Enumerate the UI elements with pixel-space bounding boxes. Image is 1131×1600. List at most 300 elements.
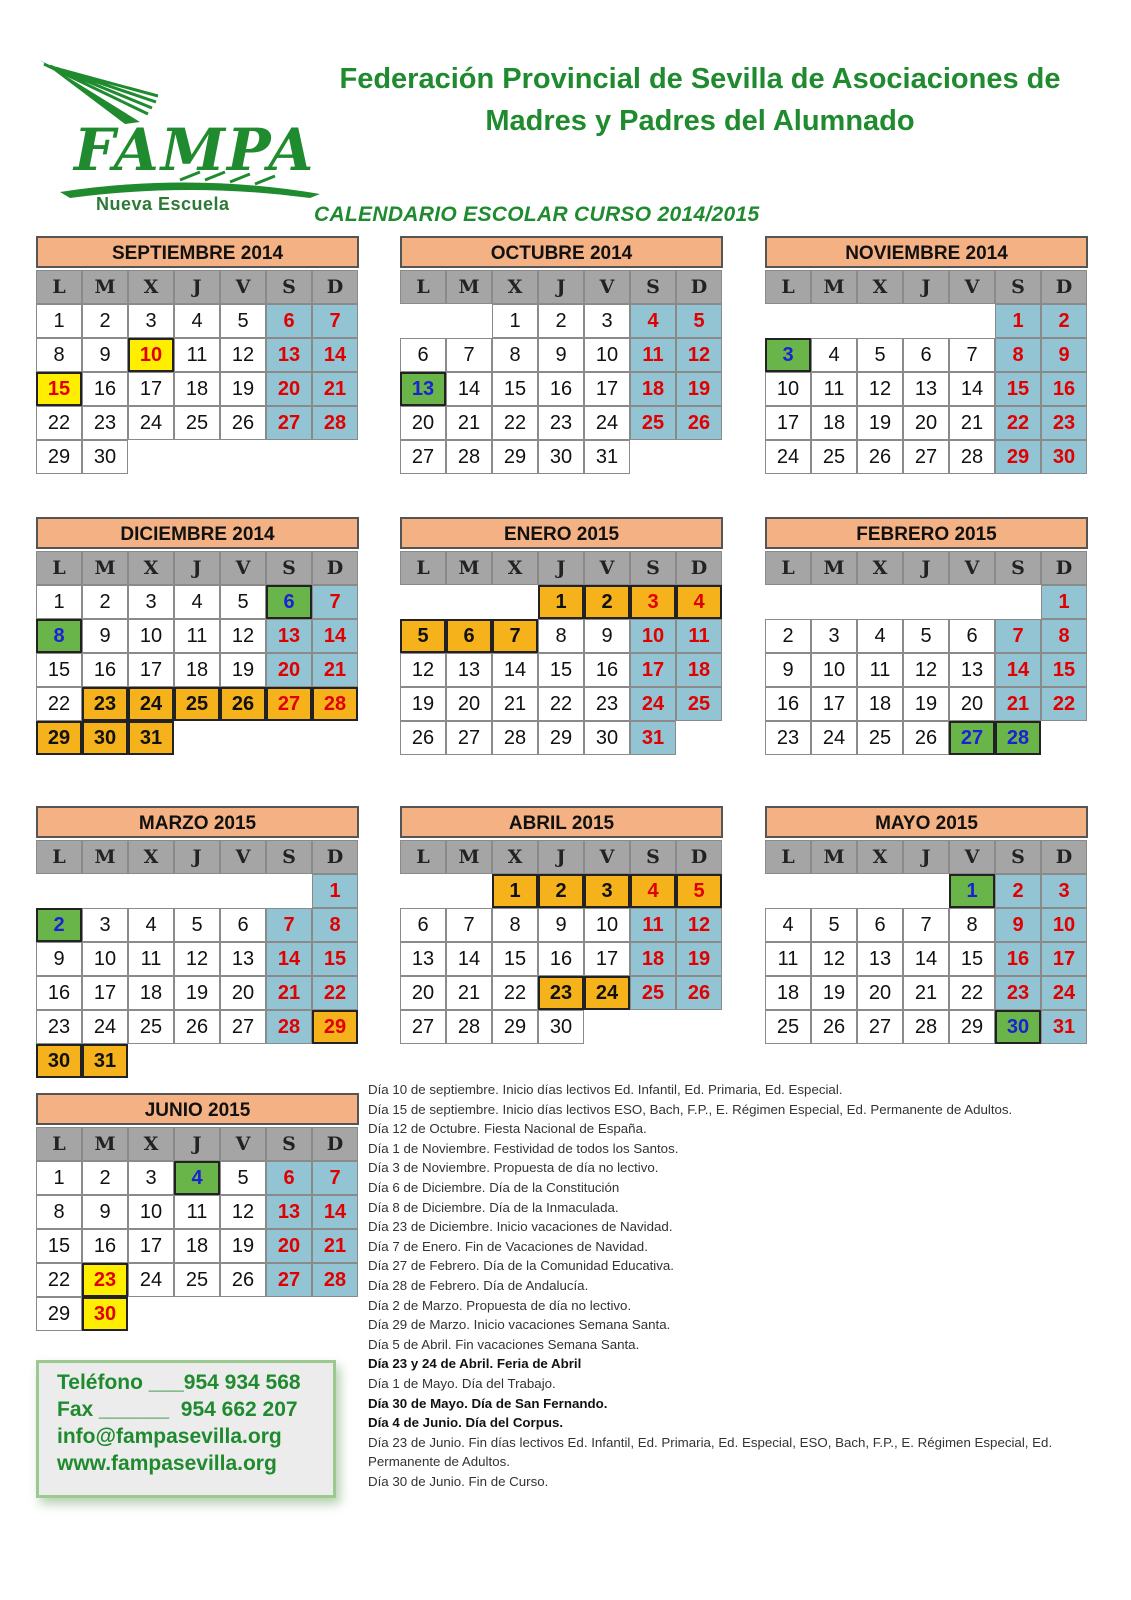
day-cell: 19 bbox=[676, 942, 722, 976]
day-cell: 18 bbox=[811, 406, 857, 440]
day-cell: 24 bbox=[584, 976, 630, 1010]
weekday-header: J bbox=[174, 270, 220, 304]
contact-email[interactable]: info@fampasevilla.org bbox=[57, 1425, 282, 1448]
weekday-header: L bbox=[36, 270, 82, 304]
day-cell: 27 bbox=[446, 721, 492, 755]
weekday-header: X bbox=[492, 551, 538, 585]
weekday-header: L bbox=[400, 840, 446, 874]
empty-cell bbox=[446, 304, 492, 338]
weekday-header: J bbox=[538, 840, 584, 874]
weekday-header: J bbox=[174, 551, 220, 585]
day-cell: 29 bbox=[36, 440, 82, 474]
day-cell: 23 bbox=[1041, 406, 1087, 440]
day-cell: 9 bbox=[538, 908, 584, 942]
weekday-header: D bbox=[312, 551, 358, 585]
weekday-header: L bbox=[400, 270, 446, 304]
weekday-header: L bbox=[36, 840, 82, 874]
calendar-note: Día 10 de septiembre. Inicio días lectivos Ed. Infantil, Ed. Primaria, Ed. Especial. bbox=[368, 1082, 843, 1097]
day-cell: 2 bbox=[995, 874, 1041, 908]
day-cell: 24 bbox=[82, 1010, 128, 1044]
day-cell: 15 bbox=[538, 653, 584, 687]
weekday-header: V bbox=[949, 270, 995, 304]
month-title: ENERO 2015 bbox=[400, 517, 723, 549]
day-cell: 2 bbox=[36, 908, 82, 942]
day-cell: 14 bbox=[312, 1195, 358, 1229]
day-cell: 16 bbox=[584, 653, 630, 687]
weekday-header: V bbox=[220, 551, 266, 585]
day-cell: 8 bbox=[492, 338, 538, 372]
empty-cell bbox=[220, 874, 266, 908]
month-grid bbox=[400, 270, 723, 474]
day-cell: 11 bbox=[630, 338, 676, 372]
weekday-header: X bbox=[128, 840, 174, 874]
month-grid bbox=[36, 1127, 359, 1331]
empty-cell bbox=[995, 585, 1041, 619]
empty-cell bbox=[903, 874, 949, 908]
weekday-header: L bbox=[36, 551, 82, 585]
month-grid bbox=[36, 840, 359, 1078]
month-title: FEBRERO 2015 bbox=[765, 517, 1088, 549]
day-cell: 7 bbox=[446, 338, 492, 372]
day-cell: 30 bbox=[538, 440, 584, 474]
day-cell: 18 bbox=[630, 372, 676, 406]
day-cell: 18 bbox=[128, 976, 174, 1010]
day-cell: 12 bbox=[174, 942, 220, 976]
weekday-header: D bbox=[676, 840, 722, 874]
weekday-header: D bbox=[312, 840, 358, 874]
day-cell: 6 bbox=[949, 619, 995, 653]
day-cell: 21 bbox=[903, 976, 949, 1010]
empty-cell bbox=[266, 874, 312, 908]
day-cell: 4 bbox=[630, 304, 676, 338]
day-cell: 4 bbox=[174, 585, 220, 619]
weekday-header: X bbox=[492, 840, 538, 874]
day-cell: 20 bbox=[857, 976, 903, 1010]
day-cell: 10 bbox=[128, 619, 174, 653]
day-cell: 28 bbox=[903, 1010, 949, 1044]
weekday-header: D bbox=[1041, 840, 1087, 874]
day-cell: 17 bbox=[584, 942, 630, 976]
weekday-header: X bbox=[492, 270, 538, 304]
day-cell: 6 bbox=[903, 338, 949, 372]
weekday-header: D bbox=[676, 270, 722, 304]
day-cell: 5 bbox=[811, 908, 857, 942]
day-cell: 21 bbox=[492, 687, 538, 721]
calendar-note: Día 1 de Noviembre. Festividad de todos los Santos. bbox=[368, 1140, 679, 1156]
day-cell: 29 bbox=[36, 1297, 82, 1331]
weekday-header: M bbox=[811, 840, 857, 874]
calendar-note: Día 6 de Diciembre. Día de la Constitución bbox=[368, 1179, 620, 1195]
month-calendar bbox=[400, 236, 723, 474]
day-cell: 8 bbox=[538, 619, 584, 653]
day-cell: 3 bbox=[1041, 874, 1087, 908]
weekday-header: J bbox=[174, 1127, 220, 1161]
day-cell: 1 bbox=[36, 1161, 82, 1195]
day-cell: 26 bbox=[676, 406, 722, 440]
day-cell: 27 bbox=[903, 440, 949, 474]
day-cell: 31 bbox=[82, 1044, 128, 1078]
calendar-note: Día 23 de Diciembre. Inicio vacaciones de Navidad. bbox=[368, 1219, 673, 1235]
calendar-note: Día 7 de Enero. Fin de Vacaciones de Navidad. bbox=[368, 1238, 648, 1254]
calendar-note: Día 15 de septiembre. Inicio días lectivos ESO, Bach, F.P., E. Régimen Especial, Ed. Permanente de Adultos. bbox=[368, 1101, 1013, 1117]
weekday-header: V bbox=[220, 840, 266, 874]
day-cell: 2 bbox=[82, 585, 128, 619]
empty-cell bbox=[400, 874, 446, 908]
empty-cell bbox=[400, 585, 446, 619]
day-cell: 30 bbox=[995, 1010, 1041, 1044]
day-cell: 15 bbox=[492, 372, 538, 406]
month-calendar bbox=[36, 517, 359, 755]
day-cell: 27 bbox=[266, 406, 312, 440]
month-grid bbox=[36, 270, 359, 474]
weekday-header: L bbox=[765, 840, 811, 874]
weekday-header: S bbox=[995, 551, 1041, 585]
day-cell: 5 bbox=[220, 1161, 266, 1195]
day-cell: 8 bbox=[1041, 619, 1087, 653]
day-cell: 1 bbox=[1041, 585, 1087, 619]
day-cell: 26 bbox=[811, 1010, 857, 1044]
page-header bbox=[0, 0, 1131, 235]
day-cell: 9 bbox=[82, 619, 128, 653]
day-cell: 24 bbox=[765, 440, 811, 474]
day-cell: 19 bbox=[220, 372, 266, 406]
day-cell: 29 bbox=[312, 1010, 358, 1044]
day-cell: 21 bbox=[446, 976, 492, 1010]
org-title-line-2: Madres y Padres del Alumnado bbox=[485, 105, 915, 137]
day-cell: 20 bbox=[400, 406, 446, 440]
empty-cell bbox=[903, 304, 949, 338]
day-cell: 28 bbox=[446, 440, 492, 474]
weekday-header: L bbox=[36, 1127, 82, 1161]
day-cell: 26 bbox=[857, 440, 903, 474]
day-cell: 14 bbox=[995, 653, 1041, 687]
calendar-note: Día 2 de Marzo. Propuesta de día no lectivo. bbox=[368, 1297, 632, 1313]
empty-cell bbox=[400, 304, 446, 338]
day-cell: 17 bbox=[128, 372, 174, 406]
contact-fax: Fax ______ 954 662 207 bbox=[57, 1398, 298, 1421]
day-cell: 21 bbox=[312, 372, 358, 406]
day-cell: 14 bbox=[949, 372, 995, 406]
day-cell: 23 bbox=[82, 687, 128, 721]
day-cell: 23 bbox=[82, 1263, 128, 1297]
weekday-header: J bbox=[538, 551, 584, 585]
day-cell: 12 bbox=[400, 653, 446, 687]
day-cell: 13 bbox=[220, 942, 266, 976]
calendar-title: CALENDARIO ESCOLAR CURSO 2014/2015 bbox=[314, 203, 760, 226]
fampa-logo bbox=[30, 52, 340, 222]
day-cell: 3 bbox=[584, 304, 630, 338]
weekday-header: V bbox=[584, 270, 630, 304]
day-cell: 11 bbox=[630, 908, 676, 942]
day-cell: 7 bbox=[266, 908, 312, 942]
day-cell: 30 bbox=[584, 721, 630, 755]
day-cell: 18 bbox=[630, 942, 676, 976]
day-cell: 5 bbox=[857, 338, 903, 372]
day-cell: 9 bbox=[584, 619, 630, 653]
day-cell: 13 bbox=[857, 942, 903, 976]
day-cell: 2 bbox=[765, 619, 811, 653]
day-cell: 15 bbox=[995, 372, 1041, 406]
empty-cell bbox=[446, 585, 492, 619]
weekday-header: X bbox=[857, 840, 903, 874]
day-cell: 4 bbox=[676, 585, 722, 619]
calendar-note: Día 29 de Marzo. Inicio vacaciones Semana Santa. bbox=[368, 1317, 671, 1333]
day-cell: 15 bbox=[36, 653, 82, 687]
month-calendar bbox=[765, 236, 1088, 474]
day-cell: 21 bbox=[995, 687, 1041, 721]
day-cell: 1 bbox=[36, 304, 82, 338]
day-cell: 31 bbox=[1041, 1010, 1087, 1044]
day-cell: 24 bbox=[1041, 976, 1087, 1010]
day-cell: 30 bbox=[82, 1297, 128, 1331]
calendar-note: Día 12 de Octubre. Fiesta Nacional de España. bbox=[368, 1121, 647, 1137]
day-cell: 16 bbox=[36, 976, 82, 1010]
day-cell: 2 bbox=[1041, 304, 1087, 338]
empty-cell bbox=[765, 304, 811, 338]
weekday-header: D bbox=[312, 1127, 358, 1161]
weekday-header: D bbox=[676, 551, 722, 585]
day-cell: 23 bbox=[82, 406, 128, 440]
day-cell: 10 bbox=[128, 338, 174, 372]
weekday-header: X bbox=[857, 551, 903, 585]
day-cell: 25 bbox=[857, 721, 903, 755]
day-cell: 3 bbox=[630, 585, 676, 619]
month-title: NOVIEMBRE 2014 bbox=[765, 236, 1088, 268]
day-cell: 11 bbox=[128, 942, 174, 976]
day-cell: 24 bbox=[630, 687, 676, 721]
empty-cell bbox=[446, 874, 492, 908]
day-cell: 22 bbox=[995, 406, 1041, 440]
day-cell: 28 bbox=[949, 440, 995, 474]
day-cell: 3 bbox=[811, 619, 857, 653]
weekday-header: S bbox=[630, 840, 676, 874]
day-cell: 18 bbox=[676, 653, 722, 687]
day-cell: 19 bbox=[400, 687, 446, 721]
day-cell: 28 bbox=[312, 406, 358, 440]
day-cell: 24 bbox=[128, 406, 174, 440]
day-cell: 25 bbox=[174, 1263, 220, 1297]
empty-cell bbox=[811, 585, 857, 619]
month-calendar bbox=[36, 236, 359, 474]
day-cell: 19 bbox=[174, 976, 220, 1010]
day-cell: 12 bbox=[220, 338, 266, 372]
day-cell: 16 bbox=[538, 942, 584, 976]
day-cell: 23 bbox=[765, 721, 811, 755]
contact-website[interactable]: www.fampasevilla.org bbox=[57, 1452, 277, 1475]
calendar-note: Día 5 de Abril. Fin vacaciones Semana Santa. bbox=[368, 1336, 640, 1352]
day-cell: 15 bbox=[312, 942, 358, 976]
day-cell: 5 bbox=[174, 908, 220, 942]
month-grid bbox=[765, 840, 1088, 1044]
day-cell: 7 bbox=[312, 1161, 358, 1195]
day-cell: 29 bbox=[538, 721, 584, 755]
weekday-header: S bbox=[266, 270, 312, 304]
weekday-header: M bbox=[446, 551, 492, 585]
empty-cell bbox=[857, 304, 903, 338]
day-cell: 14 bbox=[312, 619, 358, 653]
day-cell: 6 bbox=[446, 619, 492, 653]
day-cell: 25 bbox=[765, 1010, 811, 1044]
day-cell: 30 bbox=[1041, 440, 1087, 474]
day-cell: 22 bbox=[36, 1263, 82, 1297]
day-cell: 12 bbox=[676, 338, 722, 372]
day-cell: 17 bbox=[128, 653, 174, 687]
day-cell: 26 bbox=[400, 721, 446, 755]
day-cell: 20 bbox=[220, 976, 266, 1010]
weekday-header: V bbox=[949, 840, 995, 874]
day-cell: 15 bbox=[36, 372, 82, 406]
empty-cell bbox=[811, 304, 857, 338]
month-calendar bbox=[765, 517, 1088, 755]
empty-cell bbox=[949, 304, 995, 338]
day-cell: 9 bbox=[1041, 338, 1087, 372]
day-cell: 12 bbox=[903, 653, 949, 687]
contact-phone: Teléfono ___954 934 568 bbox=[57, 1371, 301, 1394]
day-cell: 20 bbox=[446, 687, 492, 721]
day-cell: 2 bbox=[538, 304, 584, 338]
day-cell: 31 bbox=[128, 721, 174, 755]
day-cell: 6 bbox=[857, 908, 903, 942]
day-cell: 11 bbox=[857, 653, 903, 687]
day-cell: 12 bbox=[220, 619, 266, 653]
day-cell: 3 bbox=[584, 874, 630, 908]
day-cell: 16 bbox=[538, 372, 584, 406]
day-cell: 27 bbox=[220, 1010, 266, 1044]
day-cell: 16 bbox=[82, 372, 128, 406]
day-cell: 14 bbox=[492, 653, 538, 687]
day-cell: 31 bbox=[630, 721, 676, 755]
day-cell: 6 bbox=[266, 585, 312, 619]
day-cell: 24 bbox=[584, 406, 630, 440]
day-cell: 3 bbox=[82, 908, 128, 942]
month-calendar bbox=[400, 806, 723, 1044]
day-cell: 3 bbox=[128, 585, 174, 619]
day-cell: 21 bbox=[446, 406, 492, 440]
day-cell: 11 bbox=[676, 619, 722, 653]
day-cell: 4 bbox=[765, 908, 811, 942]
day-cell: 18 bbox=[174, 653, 220, 687]
day-cell: 7 bbox=[312, 304, 358, 338]
day-cell: 2 bbox=[82, 304, 128, 338]
day-cell: 27 bbox=[949, 721, 995, 755]
day-cell: 26 bbox=[903, 721, 949, 755]
day-cell: 7 bbox=[312, 585, 358, 619]
weekday-header: D bbox=[312, 270, 358, 304]
day-cell: 14 bbox=[312, 338, 358, 372]
weekday-header: L bbox=[765, 551, 811, 585]
day-cell: 31 bbox=[584, 440, 630, 474]
day-cell: 5 bbox=[220, 585, 266, 619]
day-cell: 8 bbox=[36, 619, 82, 653]
day-cell: 6 bbox=[400, 908, 446, 942]
day-cell: 27 bbox=[400, 1010, 446, 1044]
day-cell: 12 bbox=[857, 372, 903, 406]
weekday-header: X bbox=[128, 1127, 174, 1161]
day-cell: 12 bbox=[811, 942, 857, 976]
weekday-header: V bbox=[220, 1127, 266, 1161]
day-cell: 7 bbox=[903, 908, 949, 942]
day-cell: 4 bbox=[857, 619, 903, 653]
weekday-header: L bbox=[400, 551, 446, 585]
day-cell: 23 bbox=[538, 406, 584, 440]
weekday-header: D bbox=[1041, 551, 1087, 585]
month-title: MARZO 2015 bbox=[36, 806, 359, 838]
empty-cell bbox=[857, 585, 903, 619]
day-cell: 3 bbox=[765, 338, 811, 372]
day-cell: 2 bbox=[538, 874, 584, 908]
day-cell: 12 bbox=[220, 1195, 266, 1229]
weekday-header: M bbox=[82, 551, 128, 585]
day-cell: 1 bbox=[312, 874, 358, 908]
day-cell: 16 bbox=[82, 653, 128, 687]
day-cell: 13 bbox=[266, 1195, 312, 1229]
day-cell: 28 bbox=[312, 1263, 358, 1297]
day-cell: 8 bbox=[949, 908, 995, 942]
day-cell: 8 bbox=[312, 908, 358, 942]
day-cell: 8 bbox=[36, 338, 82, 372]
contact-box bbox=[36, 1360, 336, 1498]
day-cell: 19 bbox=[220, 1229, 266, 1263]
day-cell: 8 bbox=[995, 338, 1041, 372]
weekday-header: S bbox=[630, 551, 676, 585]
day-cell: 9 bbox=[82, 1195, 128, 1229]
day-cell: 20 bbox=[266, 653, 312, 687]
day-cell: 25 bbox=[128, 1010, 174, 1044]
day-cell: 8 bbox=[36, 1195, 82, 1229]
day-cell: 28 bbox=[312, 687, 358, 721]
day-cell: 17 bbox=[584, 372, 630, 406]
month-title: MAYO 2015 bbox=[765, 806, 1088, 838]
calendar-note: Día 28 de Febrero. Día de Andalucía. bbox=[368, 1277, 589, 1293]
logo-subtitle: Nueva Escuela bbox=[96, 194, 230, 214]
day-cell: 5 bbox=[903, 619, 949, 653]
day-cell: 23 bbox=[538, 976, 584, 1010]
weekday-header: V bbox=[584, 840, 630, 874]
calendar-note: Día 23 de Junio. Fin días lectivos Ed. Infantil, Ed. Primaria, Ed. Especial, ESO, Bach, F.P., E. Régimen Especial, Ed. Permanente de Adultos. bbox=[368, 1434, 1053, 1470]
day-cell: 26 bbox=[220, 687, 266, 721]
day-cell: 14 bbox=[446, 942, 492, 976]
weekday-header: M bbox=[82, 1127, 128, 1161]
day-cell: 21 bbox=[312, 1229, 358, 1263]
day-cell: 17 bbox=[1041, 942, 1087, 976]
day-cell: 22 bbox=[36, 687, 82, 721]
day-cell: 13 bbox=[266, 619, 312, 653]
day-cell: 22 bbox=[36, 406, 82, 440]
day-cell: 7 bbox=[446, 908, 492, 942]
day-cell: 17 bbox=[128, 1229, 174, 1263]
day-cell: 29 bbox=[492, 440, 538, 474]
month-grid bbox=[765, 270, 1088, 474]
day-cell: 15 bbox=[1041, 653, 1087, 687]
month-calendar bbox=[765, 806, 1088, 1044]
day-cell: 2 bbox=[584, 585, 630, 619]
weekday-header: J bbox=[903, 551, 949, 585]
day-cell: 23 bbox=[36, 1010, 82, 1044]
day-cell: 4 bbox=[630, 874, 676, 908]
weekday-header: M bbox=[811, 270, 857, 304]
empty-cell bbox=[811, 874, 857, 908]
month-grid bbox=[400, 840, 723, 1044]
calendar-note: Día 30 de Junio. Fin de Curso. bbox=[368, 1473, 549, 1489]
month-calendar bbox=[36, 806, 359, 1078]
day-cell: 4 bbox=[811, 338, 857, 372]
day-cell: 22 bbox=[492, 406, 538, 440]
day-cell: 26 bbox=[174, 1010, 220, 1044]
weekday-header: D bbox=[1041, 270, 1087, 304]
empty-cell bbox=[82, 874, 128, 908]
day-cell: 28 bbox=[492, 721, 538, 755]
day-cell: 11 bbox=[174, 338, 220, 372]
